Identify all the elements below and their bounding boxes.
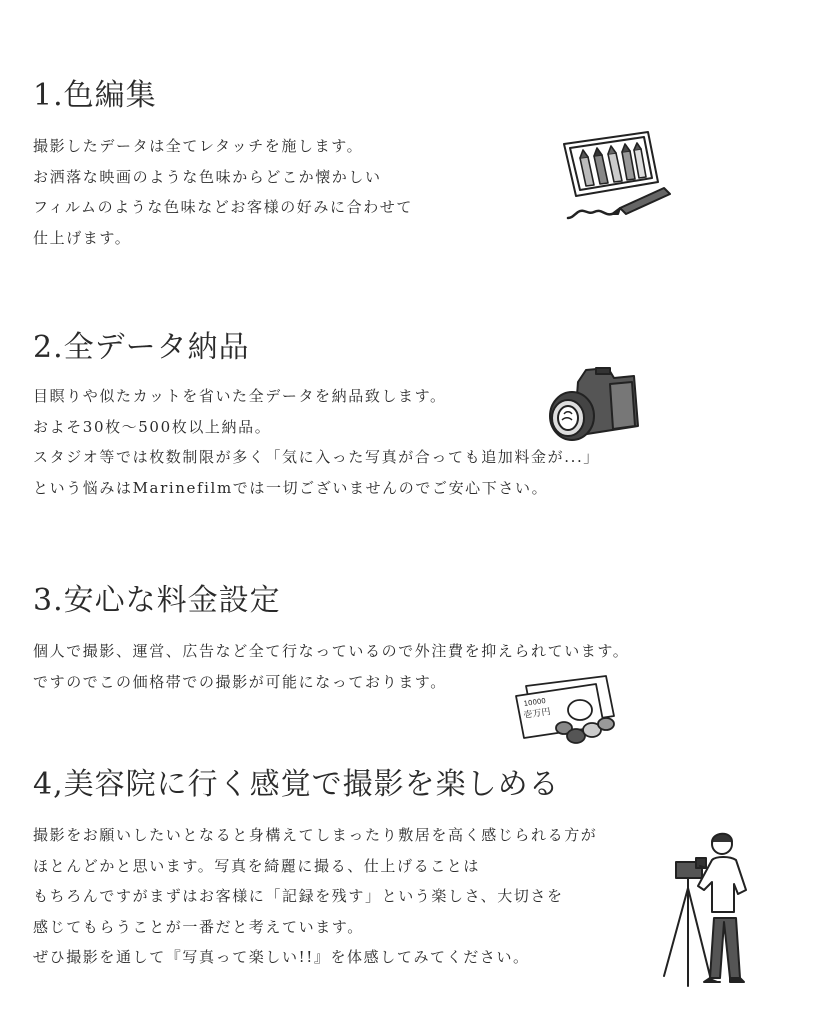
photographer-tripod-icon	[656, 826, 762, 990]
section-heading: 1.色編集	[33, 78, 157, 113]
body-line: という悩みはMarinefilmでは一切ございませんのでご安心下さい。	[33, 478, 549, 497]
crayon-box-icon	[556, 128, 676, 228]
section-heading: 3.安心な料金設定	[33, 583, 281, 618]
body-line: 撮影したデータは全てレタッチを施します。	[33, 137, 364, 155]
bill-number: 10000	[523, 696, 547, 708]
body-line: ぜひ撮影を通して『写真って楽しい!!』を体感してみてください。	[33, 948, 530, 966]
section-body	[33, 820, 597, 973]
money-icon	[510, 672, 622, 752]
body-line: もちろんですがまずはお客様に「記録を残す」という楽しさ、大切さを	[33, 887, 564, 905]
body-line: スタジオ等では枚数制限が多く「気に入った写真が合っても追加料金が...」	[33, 448, 600, 466]
camera-icon	[548, 364, 644, 446]
section-heading: 2.全データ納品	[33, 330, 250, 365]
body-line: 感じてもらうことが一番だと考えています。	[33, 917, 364, 936]
body-line: およそ30枚〜500枚以上納品。	[33, 417, 272, 436]
section-enjoy-shooting	[33, 767, 598, 973]
body-line: フィルムのような色味などお客様の好みに合わせて	[33, 198, 414, 216]
body-line: 仕上げます。	[33, 228, 132, 247]
body-line: 撮影をお願いしたいとなると身構えてしまったり敷居を高く感じられる方が	[33, 826, 598, 844]
body-line: ですのでこの価格帯での撮影が可能になっております。	[33, 672, 447, 691]
body-line: 個人で撮影、運営、広告など全て行なっているので外注費を抑えられています。	[33, 642, 630, 660]
section-body	[33, 131, 413, 253]
body-line: お洒落な映画のような色味からどこか懐かしい	[33, 167, 382, 186]
bill-text: 壱万円	[523, 707, 552, 721]
body-line: 目瞑りや似たカットを省いた全データを納品致します。	[33, 387, 447, 405]
body-line: ほとんどかと思います。写真を綺麗に撮る、仕上げることは	[33, 856, 481, 875]
section-heading: 4,美容院に行く感覚で撮影を楽しめる	[33, 767, 560, 802]
section-body	[33, 381, 600, 503]
section-all-data-delivery	[33, 330, 600, 503]
section-color-editing	[33, 78, 414, 253]
